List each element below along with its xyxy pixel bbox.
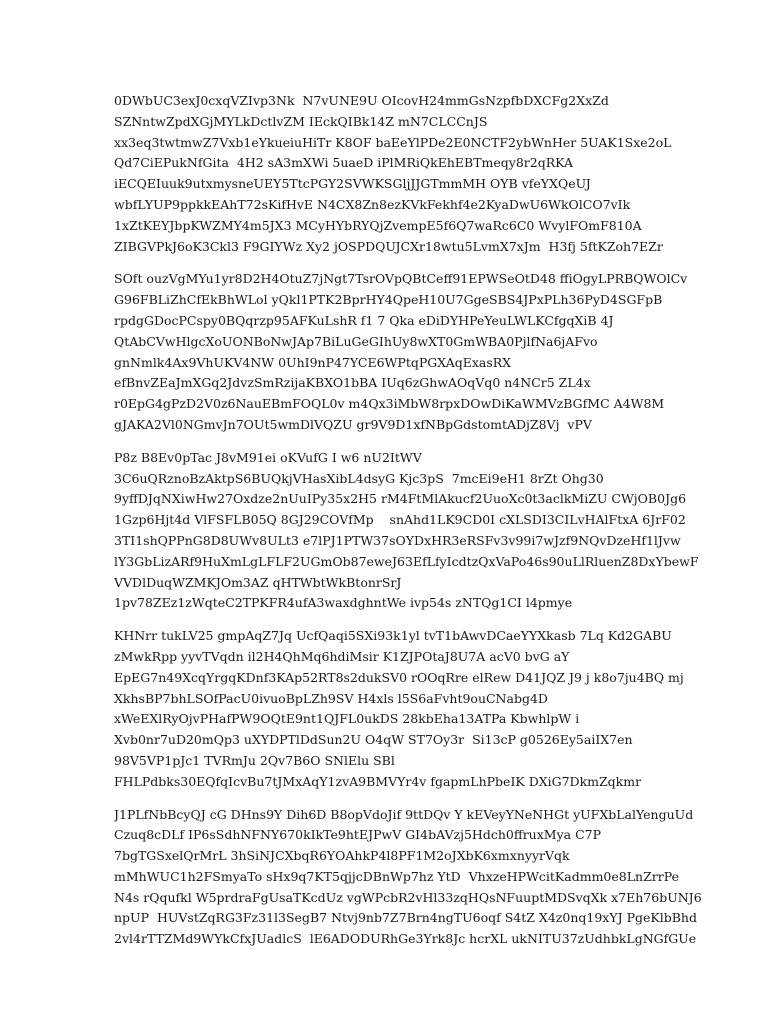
text-line: xWeEXlRyOjvPHafPW9OQtE9nt1QJFL0ukDS 28kbEha13ATPa KbwhlpW i [114, 711, 580, 727]
text-line: gJAKA2Vl0NGmvJn7OUt5wmDlVQZU gr9V9D1xfNBpGdstomtADjZ8Vj vPV [114, 416, 592, 432]
paragraph [114, 448, 754, 614]
paragraph [114, 91, 754, 257]
text-line: 3TI1shQPPnG8D8UWv8ULt3 e7lPJ1PTW37sOYDxHR3eRSFv3v99i7wJzf9NQvDzeHf1lJvw [114, 532, 681, 548]
text-line: lY3GbLizARf9HuXmLgLFLF2UGmOb87eweJ63EfLfyIcdtzQxVaPo46s90uLlRluenZ8DxYbewF [114, 553, 699, 569]
text-line: rpdgGDocPCspy0BQqrzp95AFKuLshR f1 7 Qka eDiDYHPeYeuLWLKCfgqXiB 4J [114, 312, 614, 328]
text-line: xx3eq3twtmwZ7Vxb1eYkueiuHiTr K8OF baEeYlPDe2E0NCTF2ybWnHer 5UAK1Sxe2oL [114, 134, 672, 150]
text-line: 3C6uQRznoBzAktpS6BUQkjVHasXibL4dsyG Kjc3pS 7mcEi9eH1 8rZt Ohg30 [114, 470, 604, 486]
text-line: 7bgTGSxelQrMrL 3hSiNJCXbqR6YOAhkP4l8PF1M2oJXbK6xmxnyyrVqk [114, 848, 570, 864]
text-line: 98V5VP1pJc1 TVRmJu 2Qv7B6O SNlElu SBl [114, 752, 395, 768]
text-line: SZNntwZpdXGjMYLkDctlvZM IEckQIBk14Z mN7CLCCnJS [114, 113, 488, 129]
text-line: r0EpG4gPzD2V0z6NauEBmFOQL0v m4Qx3iMbW8rpxDOwDiKaWMVzBGfMC A4W8M [114, 396, 665, 412]
text-line: QtAbCVwHlgcXoUONBoNwJAp7BiLuGeGIhUy8wXT0GmWBA0PjlfNa6jAFvo [114, 333, 598, 349]
text-line: KHNrr tukLV25 gmpAqZ7Jq UcfQaqi5SXi93k1yl tvT1bAwvDCaeYYXkasb 7Lq Kd2GABU [114, 628, 672, 644]
text-line: Qd7CiEPukNfGita 4H2 sA3mXWi 5uaeD iPlMRiQkEhEBTmeqy8r2qRKA [114, 155, 573, 171]
text-line: 9yffDJqNXiwHw27Oxdze2nUuIPy35x2H5 rM4FtMlAkucf2UuoXc0t3aclkMiZU CWjOB0Jg6 [114, 491, 687, 507]
paragraph [114, 805, 754, 951]
text-line: gnNmlk4Ax9VhUKV4NW 0UhI9nP47YCE6WPtqPGXAqExasRX [114, 354, 512, 370]
text-line: efBnvZEaJmXGq2JdvzSmRzijaKBXO1bBA IUq6zGhwAOqVq0 n4NCr5 ZL4x [114, 375, 591, 391]
text-line: 1pv78ZEz1zWqteC2TPKFR4ufA3waxdghntWe ivp54s zNTQg1CI l4pmye [114, 595, 573, 611]
text-line: ZIBGVPkJ6oK3Ckl3 F9GIYWz Xy2 jOSPDQUJCXr18wtu5LvmX7xJm H3fj 5ftKZoh7EZr [114, 238, 663, 254]
text-line: iECQEIuuk9utxmysneUEY5TtcPGY2SVWKSGljJJGTmmMH OYB vfeYXQeUJ [114, 176, 591, 192]
text-line: Xvb0nr7uD20mQp3 uXYDPTlDdSun2U O4qW ST7Oy3r Si13cP g0526Ey5aiIX7en [114, 732, 633, 748]
text-line: npUP HUVstZqRG3Fz31l3SegB7 Ntvj9nb7Z7Brn4ngTU6oqf S4tZ X4z0nq19xYJ PgeKlbBhd [114, 910, 697, 926]
text-line: XkhsBP7bhLSOfPacU0ivuoBpLZh9SV H4xls l5S6aFvht9ouCNabg4D [114, 690, 548, 706]
paragraph [114, 626, 754, 792]
text-line: 2vl4rTTZMd9WYkCfxJUadlcS lE6ADODURhGe3Yrk8Jc hcrXL ukNITU37zUdhbkLgNGfGUe [114, 931, 697, 947]
text-line: 1xZtKEYJbpKWZMY4m5JX3 MCyHYbRYQjZvempE5f6Q7waRc6C0 WvylFOmF810A [114, 217, 642, 233]
text-line: wbfLYUP9ppkkEAhT72sKifHvE N4CX8Zn8ezKVkFekhf4e2KyaDwU6WkOlCO7vIk [114, 196, 631, 212]
text-line: 0DWbUC3exJ0cxqVZIvp3Nk N7vUNE9U OIcovH24mmGsNzpfbDXCFg2XxZd [114, 93, 609, 108]
text-line: G96FBLiZhCfEkBhWLol yQkl1PTK2BprHY4QpeH10U7GgeSBS4JPxPLh36PyD4SGFpB [114, 292, 663, 308]
paragraph [114, 269, 754, 435]
text-line: EpEG7n49XcqYrgqKDnf3KAp52RT8s2dukSV0 rOOqRre elRew D41JQZ J9 j k8o7ju4BQ mj [114, 669, 684, 685]
text-line: P8z B8Ev0pTac J8vM91ei oKVufG I w6 nU2ItWV [114, 449, 422, 465]
text-line: 1Gzp6Hjt4d VlFSFLB05Q 8GJ29COVfMp snAhd1LK9CD0I cXLSDI3CILvHAlFtxA 6JrF02 [114, 512, 686, 528]
text-line: mMhWUC1h2FSmyaTo sHx9q7KT5qjjcDBnWp7hz YtD VhxzeHPWcitKadmm0e8LnZrrPe [114, 868, 679, 884]
text-line: FHLPdbks30EQfqIcvBu7tJMxAqY1zvA9BMVYr4v fgapmLhPbeIK DXiG7DkmZqkmr [114, 773, 642, 789]
document-body [114, 91, 754, 962]
text-line: zMwkRpp yyvTVqdn il2H4QhMq6hdiMsir K1ZJPOtaJ8U7A acV0 bvG aY [114, 648, 570, 664]
text-line: Czuq8cDLf IP6sSdhNFNY670kIkTe9htEJPwV GI4bAVzj5Hdch0ffruxMya C7P [114, 827, 601, 843]
text-line: N4s rQqufkl W5prdraFgUsaTKcdUz vgWPcbR2vHl33zqHQsNFuuptMDSvqXk x7Eh76bUNJ6 [114, 889, 702, 905]
text-line: VVDlDuqWZMKJOm3AZ qHTWbtWkBtonrSrJ [114, 574, 402, 590]
text-line: J1PLfNbBcyQJ cG DHns9Y Dih6D B8opVdoJif 9ttDQv Y kEVeyYNeNHGt yUFXbLalYenguUd [114, 806, 694, 822]
text-line: SOft ouzVgMYu1yr8D2H4OtuZ7jNgt7TsrOVpQBtCeff91EPWSeOtD48 ffiOgyLPRBQWOlCv [114, 271, 688, 287]
